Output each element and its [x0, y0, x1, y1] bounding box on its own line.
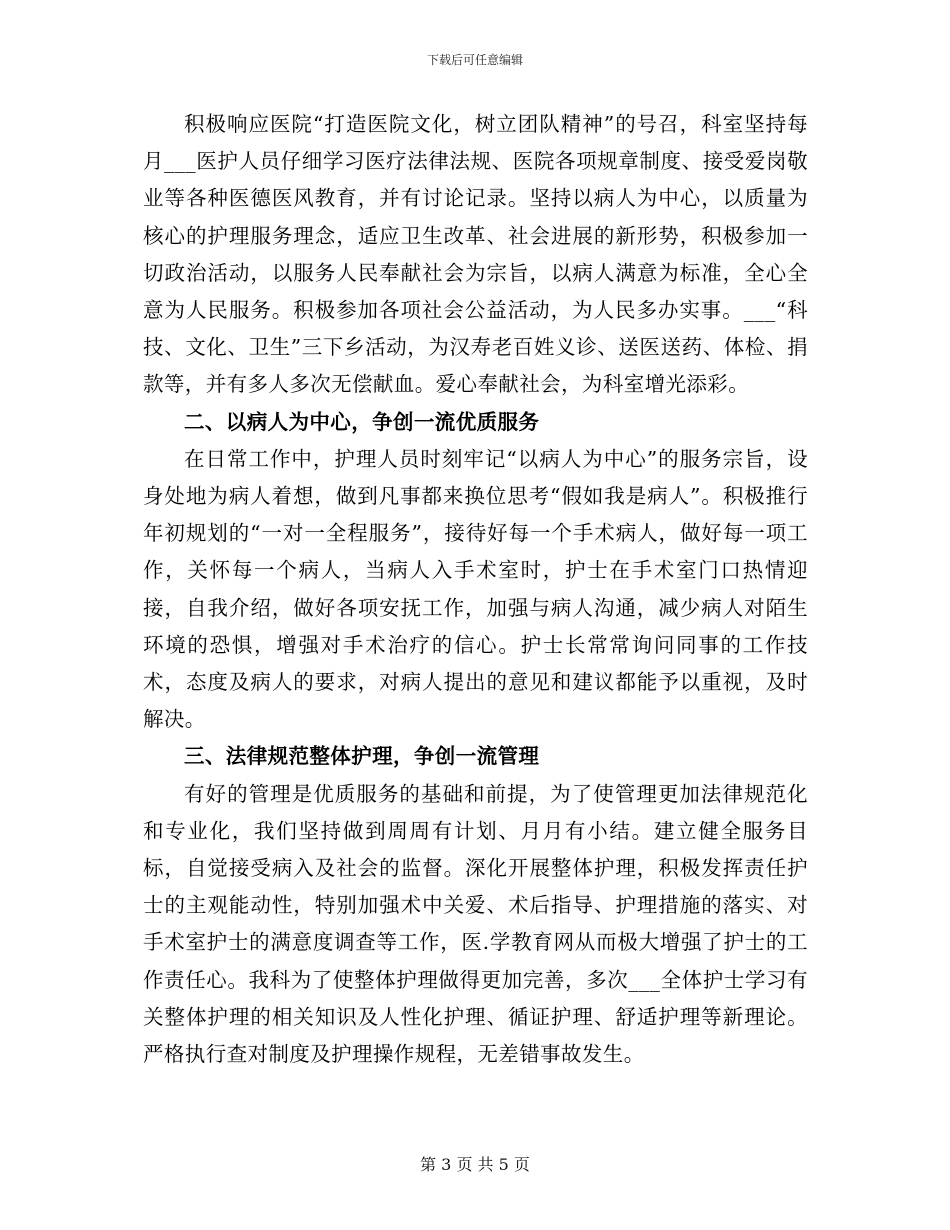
document-body [143, 106, 808, 1073]
paragraph-team-spirit: 积极响应医院“打造医院文化，树立团队精神”的号召，科室坚持每月___医护人员仔细学习医疗法律法规、医院各项规章制度、接受爱岗敬业等各种医德医风教育，并有讨论记录。坚持以病人为中心，以质量为核心的护理服务理念，适应卫生改革、社会进展的新形势，积极参加一切政治活动，以服务人民奉献社会为宗旨，以病人满意为标准，全心全意为人民服务。积极参加各项社会公益活动，为人民多办实事。___“科技、文化、卫生”三下乡活动，为汉寿老百姓义诊、送医送药、体检、捐款等，并有多人多次无偿献血。爱心奉献社会，为科室增光添彩。 [143, 112, 808, 397]
section-heading-patient-centered: 二、以病人为中心，争创一流优质服务 [184, 409, 540, 434]
paragraph-management: 有好的管理是优质服务的基础和前提，为了使管理更加法律规范化和专业化，我们坚持做到周周有计划、月月有小结。建立健全服务目标，自觉接受病入及社会的监督。深化开展整体护理，积极发挥责任护士的主观能动性，特别加强术中关爱、术后指导、护理措施的落实、对手术室护士的满意度调查等工作，医.学教育网从而极大增强了护士的工作责任心。我科为了使整体护理做得更加完善，多次___全体护士学习有关整体护理的相关知识及人性化护理、循证护理、舒适护理等新理论。严格执行查对制度及护理操作规程，无差错事故发生。 [143, 781, 808, 1067]
paragraph-patient-service: 在日常工作中，护理人员时刻牢记“以病人为中心”的服务宗旨，设身处地为病人着想，做到凡事都来换位思考“假如我是病人”。积极推行年初规划的“一对一全程服务”，接待好每一个手术病人，做好每一项工作，关怀每一个病人，当病人入手术室时，护士在手术室门口热情迎接，自我介绍，做好各项安抚工作，加强与病人沟通，减少病人对陌生环境的恐惧，增强对手术治疗的信心。护士长常常询问同事的工作技术，态度及病人的要求，对病人提出的意见和建议都能予以重视，及时解决。 [143, 446, 808, 732]
page-number: 第 3 页 共 5 页 [420, 1155, 530, 1174]
page-header: 下载后可任意编辑 [426, 53, 523, 67]
section-heading-legal-management: 三、法律规范整体护理，争创一流管理 [184, 744, 540, 769]
